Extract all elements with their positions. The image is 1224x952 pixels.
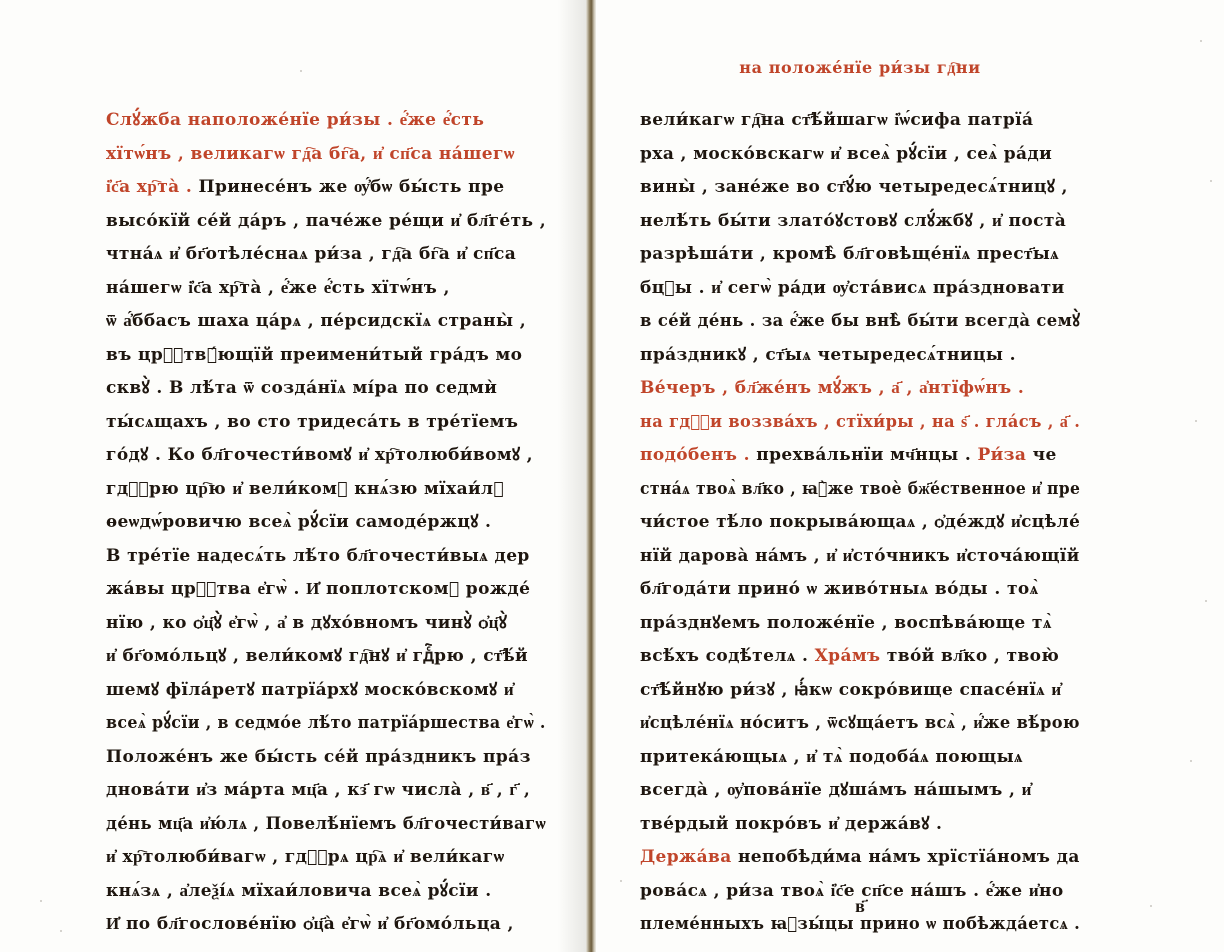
text-line-content <box>106 473 504 507</box>
body-text: вины̀ , зане́же во ст҃ꙋ́ю четыредесѧ́тницꙋ , <box>640 177 1068 197</box>
paper-speck <box>1150 905 1152 907</box>
body-text: племе́нныхъ ꙗ҆зы́цы прино ѡ побѣжда́етсѧ . <box>640 914 1080 934</box>
left-page-text <box>106 104 546 942</box>
body-text: и҆сцѣле́нїѧ но́ситъ , ѿсꙋща́етъ всѧ̀ , и҆́же вѣ́рою <box>640 713 1080 733</box>
body-text: рха , моско́вскагѡ и҆ всеѧ̀ рꙋ́сїи , сеѧ̀ ра́ди <box>640 143 1053 164</box>
text-line <box>106 875 546 909</box>
body-text: днова́ти и҆з ма́рта мц҃а , кз҃ гѡ числа̀ , в҃ , г҃ , <box>106 780 531 800</box>
text-line <box>106 674 546 708</box>
text-line-content <box>106 372 497 406</box>
body-text: бл҃года́ти прино́ ѡ живо́тныѧ во́ды . тоѧ̀ <box>640 579 1039 599</box>
text-line-content <box>640 205 1066 239</box>
text-line-content <box>106 238 516 272</box>
text-line <box>106 841 546 875</box>
text-line-content <box>106 305 526 339</box>
body-text: И҆ по бл҃гослове́нїю ѻ҆ц҃а̀ е҆гѡ̀ и҆ бг҃омо́льца , <box>106 914 514 934</box>
text-line <box>106 339 546 373</box>
body-text: чтна́ѧ и҆ бг҃отѣле́снаѧ ри́за , гд҇а бг҇а и҆ сп҃са <box>106 244 517 264</box>
text-line-content <box>640 506 1080 540</box>
text-line-content <box>640 372 1024 406</box>
body-text: В тре́тїе надесѧ́ть лѣ́то бл҃гочести́выѧ дер <box>106 545 530 566</box>
body-text: ст҃ѣ́йнꙋю ри́зꙋ , ꙗ҆́кѡ сокро́вище спасе́нїѧ и҆ <box>640 679 1062 700</box>
text-line <box>106 104 546 138</box>
text-line <box>640 171 1080 205</box>
text-line <box>640 305 1080 339</box>
body-text: Принесе́нъ же ѹ҆́бѡ бы́сть пре <box>192 177 505 197</box>
text-line-content <box>640 473 1080 507</box>
text-line <box>106 305 546 339</box>
paper-speck <box>40 900 42 902</box>
body-text: стна́ѧ твоѧ̀ вл҃ко , ꙗ҆̀же твоѐ бж҃е́ственное и҆ пре <box>640 478 1080 499</box>
text-line-content <box>106 908 514 942</box>
right-page-text <box>640 104 1080 942</box>
body-text: и҆ хр҇толюби́вагѡ , гдⷭ҇рѧ цр҇ѧ и҆ вели́кагѡ <box>106 847 505 867</box>
rubric-text: Ри́за <box>977 445 1027 465</box>
text-line <box>106 171 546 205</box>
text-line-content <box>106 607 507 641</box>
body-text: бцⷣы . и҆ сегѡ̀ ра́ди ѹ҆ста́висѧ пра́здновати <box>640 277 1065 298</box>
text-line <box>640 138 1080 172</box>
body-text: на́шегѡ і҆с҃а хр҇та̀ , е҆́же е҆́сть хїтѡ́нъ , <box>106 277 450 298</box>
text-line <box>106 506 546 540</box>
text-line-content <box>640 138 1052 172</box>
body-text: го́дꙋ . Ко бл҃гочести́вомꙋ и҆ хр҇толюби́вомꙋ , <box>106 445 534 465</box>
body-text: тво́й вл҃ко , твою̀ <box>880 646 1060 666</box>
text-line <box>640 439 1080 473</box>
text-line <box>640 774 1080 808</box>
text-line <box>106 808 546 842</box>
text-line-content <box>640 640 1059 674</box>
text-line-content <box>640 841 1080 875</box>
body-text: рова́сѧ , ри́за твоѧ̀ і҆с҃е сп҃се на́шъ . е҆́же и҆но <box>640 880 1064 901</box>
text-line <box>106 238 546 272</box>
body-text: гдⷭ҇рю цр҇ю и҆ вели́комꙋ кнѧ́зю мїхаи́лꙋ <box>106 478 504 499</box>
text-line <box>640 841 1080 875</box>
text-line <box>640 205 1080 239</box>
text-line-content <box>106 674 514 708</box>
rubric-text: на гдⷭ҇и воззва́хъ , стїхи́ры , на ѕ҃ . гла́съ , а҃ . <box>640 411 1080 432</box>
text-line <box>640 674 1080 708</box>
text-line-content <box>106 573 530 607</box>
text-line-content <box>640 305 1080 339</box>
body-text: сквꙋ̀ . В лѣ́та ѿ созда́нїѧ мі́ра по седмѝ <box>106 378 498 398</box>
paper-speck <box>300 70 302 72</box>
text-line-content <box>106 506 491 540</box>
text-line-content <box>106 339 522 373</box>
text-line <box>106 908 546 942</box>
body-text: нелѣ́ть бы́ти злато́ꙋстовꙋ слꙋ́жбꙋ , и҆ поста̀ <box>640 210 1067 231</box>
paper-speck <box>60 930 62 932</box>
text-line-content <box>640 272 1065 306</box>
paper-speck <box>1190 760 1192 762</box>
text-line-content <box>640 808 942 842</box>
text-line <box>106 741 546 775</box>
text-line-content <box>640 171 1068 205</box>
text-line <box>640 406 1080 440</box>
body-text: высо́кїй се́й да́ръ , паче́же ре́щи и҆ бл҃ге́ть , <box>106 210 546 231</box>
text-line-content <box>106 841 505 875</box>
text-line <box>106 774 546 808</box>
paper-speck <box>620 880 622 882</box>
body-text: нїй дарова̀ на́мъ , и҆ и҆сто́чникъ и҆сточа́ющїй <box>640 545 1080 566</box>
text-line-content <box>106 774 530 808</box>
body-text: непобѣди́ма на́мъ хрїстїа́номъ да <box>731 847 1080 867</box>
text-line-content <box>640 674 1062 708</box>
text-line <box>640 573 1080 607</box>
body-text: де́нь мц҃а и҆ю́лѧ , Повелѣ́нїемъ бл҃гочести́вагѡ <box>106 813 546 834</box>
text-line <box>640 272 1080 306</box>
text-line-content <box>106 104 484 138</box>
text-line-content <box>106 406 518 440</box>
rubric-text: Хра́мъ <box>808 646 881 666</box>
rubric-text: і҆с҃а хр҇та̀ . <box>106 177 193 197</box>
text-line <box>640 640 1080 674</box>
body-text: че <box>1026 445 1057 465</box>
body-text: пра́здникꙋ , ст҃ыѧ четыредесѧ́тницы . <box>640 344 1016 365</box>
text-line <box>106 707 546 741</box>
body-text: ты́сѧщахъ , во сто тридеса́ть в тре́тїемъ <box>106 411 519 432</box>
text-line-content <box>106 741 531 775</box>
text-line <box>106 573 546 607</box>
text-line <box>640 473 1080 507</box>
rubric-text: хїтѡ́нъ , великагѡ гд҇а бг҇а, и҆ сп҃са на́шегѡ <box>106 143 515 164</box>
text-line-content <box>640 607 1052 641</box>
text-line-content <box>106 138 515 172</box>
text-line-content <box>640 573 1039 607</box>
text-line <box>106 473 546 507</box>
text-line-content <box>106 875 492 909</box>
left-page <box>0 0 588 952</box>
text-line-content <box>640 707 1080 741</box>
text-line <box>106 640 546 674</box>
text-line-content <box>106 540 530 574</box>
rubric-text: Ве́черъ , бл҃же́нъ мꙋ́жъ , а҃ , а҆нтїфѡ́нъ . <box>640 378 1025 398</box>
right-page <box>596 0 1224 952</box>
rubric-text: подо́бенъ . <box>640 445 750 465</box>
body-text: вели́кагѡ гд҇на ст҃ѣ́йшагѡ і҆ѡ́сифа патрїа́ <box>640 110 1034 130</box>
body-text: всеѧ̀ рꙋ́сїи , в седмо́е лѣ́то патрїа́ршества е҆гѡ̀ . <box>106 713 546 733</box>
body-text: разрѣша́ти , кромѣ̀ бл҃говѣще́нїѧ прест҃ыѧ <box>640 244 1060 264</box>
body-text: в се́й де́нь . за е҆́же бы внѣ̀ бы́ти всегда̀ семꙋ̀ <box>640 311 1080 331</box>
text-line-content <box>106 439 533 473</box>
text-line <box>106 406 546 440</box>
text-line <box>640 238 1080 272</box>
body-text: шемꙋ фїла́ретꙋ патрїа́рхꙋ моско́вскомꙋ и҆ <box>106 679 515 700</box>
paper-speck <box>1210 180 1212 182</box>
text-line <box>106 205 546 239</box>
text-line-content <box>106 171 504 205</box>
text-line <box>106 607 546 641</box>
text-line <box>640 808 1080 842</box>
text-line <box>640 104 1080 138</box>
body-text: притека́ющыѧ , и҆ тѧ̀ подоба́ѧ поющыѧ <box>640 746 1023 767</box>
text-line <box>640 540 1080 574</box>
rubric-text: Слꙋ́жба наположе́нїе ри́зы . е҆́же е҆́сть <box>106 110 485 130</box>
body-text: прехва́льнїи мч҃нцы . <box>749 445 978 465</box>
body-text: и҆ бг҃омо́льцꙋ , вели́комꙋ гд҇нꙋ и҆ гдⷭ҇рю , ст҃ѣ́й <box>106 646 529 666</box>
body-text: тве́рдый покро́въ и҆ держа́вꙋ . <box>640 813 943 834</box>
page-edge-shadow <box>558 0 588 952</box>
text-line <box>106 540 546 574</box>
text-line <box>640 707 1080 741</box>
page-folio: в҃ <box>855 896 865 917</box>
text-line-content <box>106 808 546 842</box>
body-text: жа́вы црⷭ҇тва е҆гѡ̀ . И҆ поплотскомꙋ рожде́ <box>106 579 531 599</box>
body-text: ѳеѡдѡ́ровичю всеѧ̀ рꙋ́сїи самоде́ржцꙋ . <box>106 512 492 532</box>
text-line <box>640 372 1080 406</box>
running-heading: на положе́нїе ри́зы гд҇ни <box>739 58 981 77</box>
text-line-content <box>106 707 546 741</box>
paper-speck <box>1200 40 1202 42</box>
body-text: Положе́нъ же бы́сть се́й пра́здникъ пра́з <box>106 746 531 767</box>
text-line-content <box>640 104 1033 138</box>
text-line-content <box>106 640 528 674</box>
text-line-content <box>640 774 1032 808</box>
body-text: ѿ а҆́ббасъ шаха ца́рѧ , пе́рсидскїѧ страны̀ , <box>106 311 527 331</box>
body-text: пра́зднꙋемъ положе́нїе , воспѣва́юще тѧ̀ <box>640 612 1052 633</box>
text-line-content <box>640 540 1080 574</box>
text-line-content <box>640 741 1023 775</box>
text-line <box>106 138 546 172</box>
text-line-content <box>640 439 1057 473</box>
text-line <box>640 506 1080 540</box>
text-line-content <box>106 272 450 306</box>
book-gutter <box>586 0 596 952</box>
text-line-content <box>106 205 546 239</box>
body-text: въ црⷭ҇твꙋ́ющїй преимени́тый гра́дъ мо <box>106 344 523 365</box>
body-text: кнѧ́зѧ , а҆леѯі́ѧ мїхаи́ловича всеѧ̀ рꙋ́сїи . <box>106 880 492 901</box>
body-text: всѣ́хъ содѣ́телѧ . <box>640 646 809 666</box>
body-text: всегда̀ , ѹ҆пова́нїе дꙋша́мъ на́шымъ , и҆ <box>640 780 1032 800</box>
paper-speck <box>1205 600 1207 602</box>
text-line <box>640 339 1080 373</box>
paper-speck <box>1195 420 1197 422</box>
text-line <box>106 272 546 306</box>
text-line-content <box>640 238 1059 272</box>
text-line-content <box>640 406 1080 440</box>
text-line <box>106 439 546 473</box>
text-line <box>640 741 1080 775</box>
text-line <box>106 372 546 406</box>
body-text: чи́стое тѣ́ло покрыва́ющаѧ , ѻ҆де́ждꙋ и҆сцѣле́ <box>640 512 1080 532</box>
text-line-content <box>640 339 1016 373</box>
text-line <box>640 607 1080 641</box>
body-text: нїю , ко ѻ҆ц҃ꙋ̀ е҆гѡ̀ , а҆ в дꙋхо́вномъ чинꙋ̀ ѻ҆ц҃ꙋ̀ <box>106 612 508 633</box>
rubric-text: Держа́ва <box>640 847 732 867</box>
